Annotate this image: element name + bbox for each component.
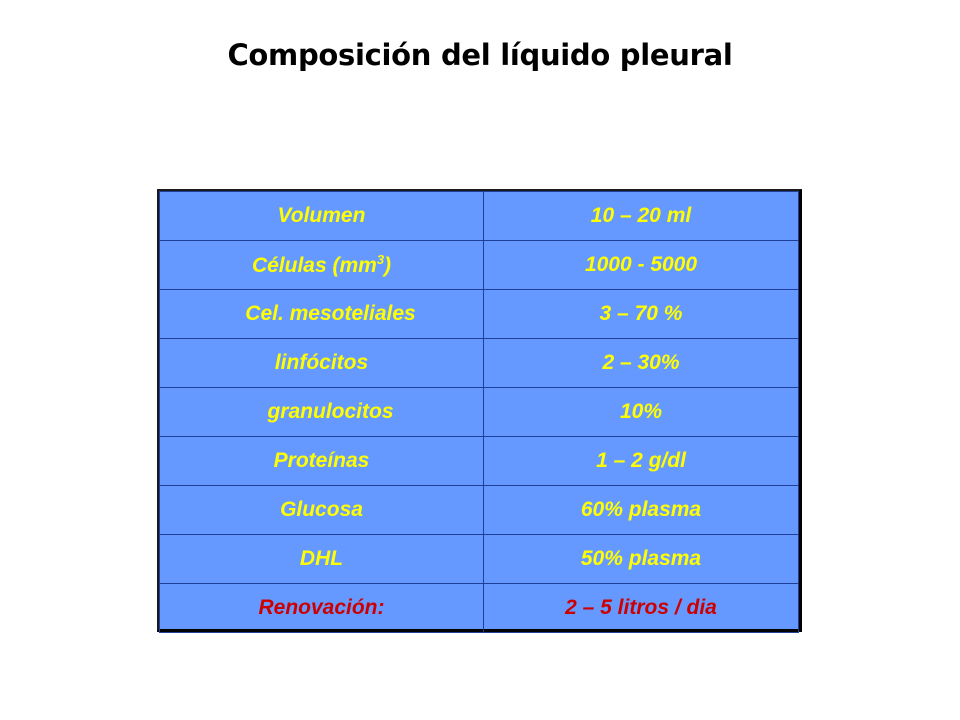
celulas-label-superscript: 3 bbox=[376, 252, 385, 267]
row-label-proteinas: Proteínas bbox=[160, 437, 484, 486]
row-value-renovacion: 2 – 5 litros / dia bbox=[484, 584, 799, 633]
table-row bbox=[160, 339, 799, 388]
row-label-celulas bbox=[160, 241, 484, 290]
row-value-proteinas: 1 – 2 g/dl bbox=[484, 437, 799, 486]
page-title: Composición del líquido pleural bbox=[227, 38, 733, 72]
row-value-dhl: 50% plasma bbox=[484, 535, 799, 584]
celulas-label-text: Células (mm bbox=[251, 254, 377, 277]
row-value-glucosa: 60% plasma bbox=[484, 486, 799, 535]
table-row bbox=[160, 486, 799, 535]
table-row bbox=[160, 584, 799, 633]
row-value-celulas: 1000 - 5000 bbox=[484, 241, 799, 290]
row-value-granulocitos: 10% bbox=[484, 388, 799, 437]
table-row bbox=[160, 290, 799, 339]
composition-table bbox=[157, 189, 802, 632]
celulas-label-close: ) bbox=[384, 254, 392, 277]
row-label-granulocitos: granulocitos bbox=[160, 388, 484, 437]
row-label-volumen: Volumen bbox=[160, 192, 484, 241]
row-label-linfocitos: linfócitos bbox=[160, 339, 484, 388]
row-label-glucosa: Glucosa bbox=[160, 486, 484, 535]
table-row bbox=[160, 241, 799, 290]
row-label-mesoteliales: Cel. mesoteliales bbox=[160, 290, 484, 339]
table-row bbox=[160, 535, 799, 584]
row-value-linfocitos: 2 – 30% bbox=[484, 339, 799, 388]
composition-table-grid bbox=[159, 191, 799, 633]
table-row bbox=[160, 388, 799, 437]
row-value-volumen: 10 – 20 ml bbox=[484, 192, 799, 241]
row-label-dhl: DHL bbox=[160, 535, 484, 584]
table-row bbox=[160, 192, 799, 241]
row-value-mesoteliales: 3 – 70 % bbox=[484, 290, 799, 339]
row-label-renovacion: Renovación: bbox=[160, 584, 484, 633]
table-row bbox=[160, 437, 799, 486]
